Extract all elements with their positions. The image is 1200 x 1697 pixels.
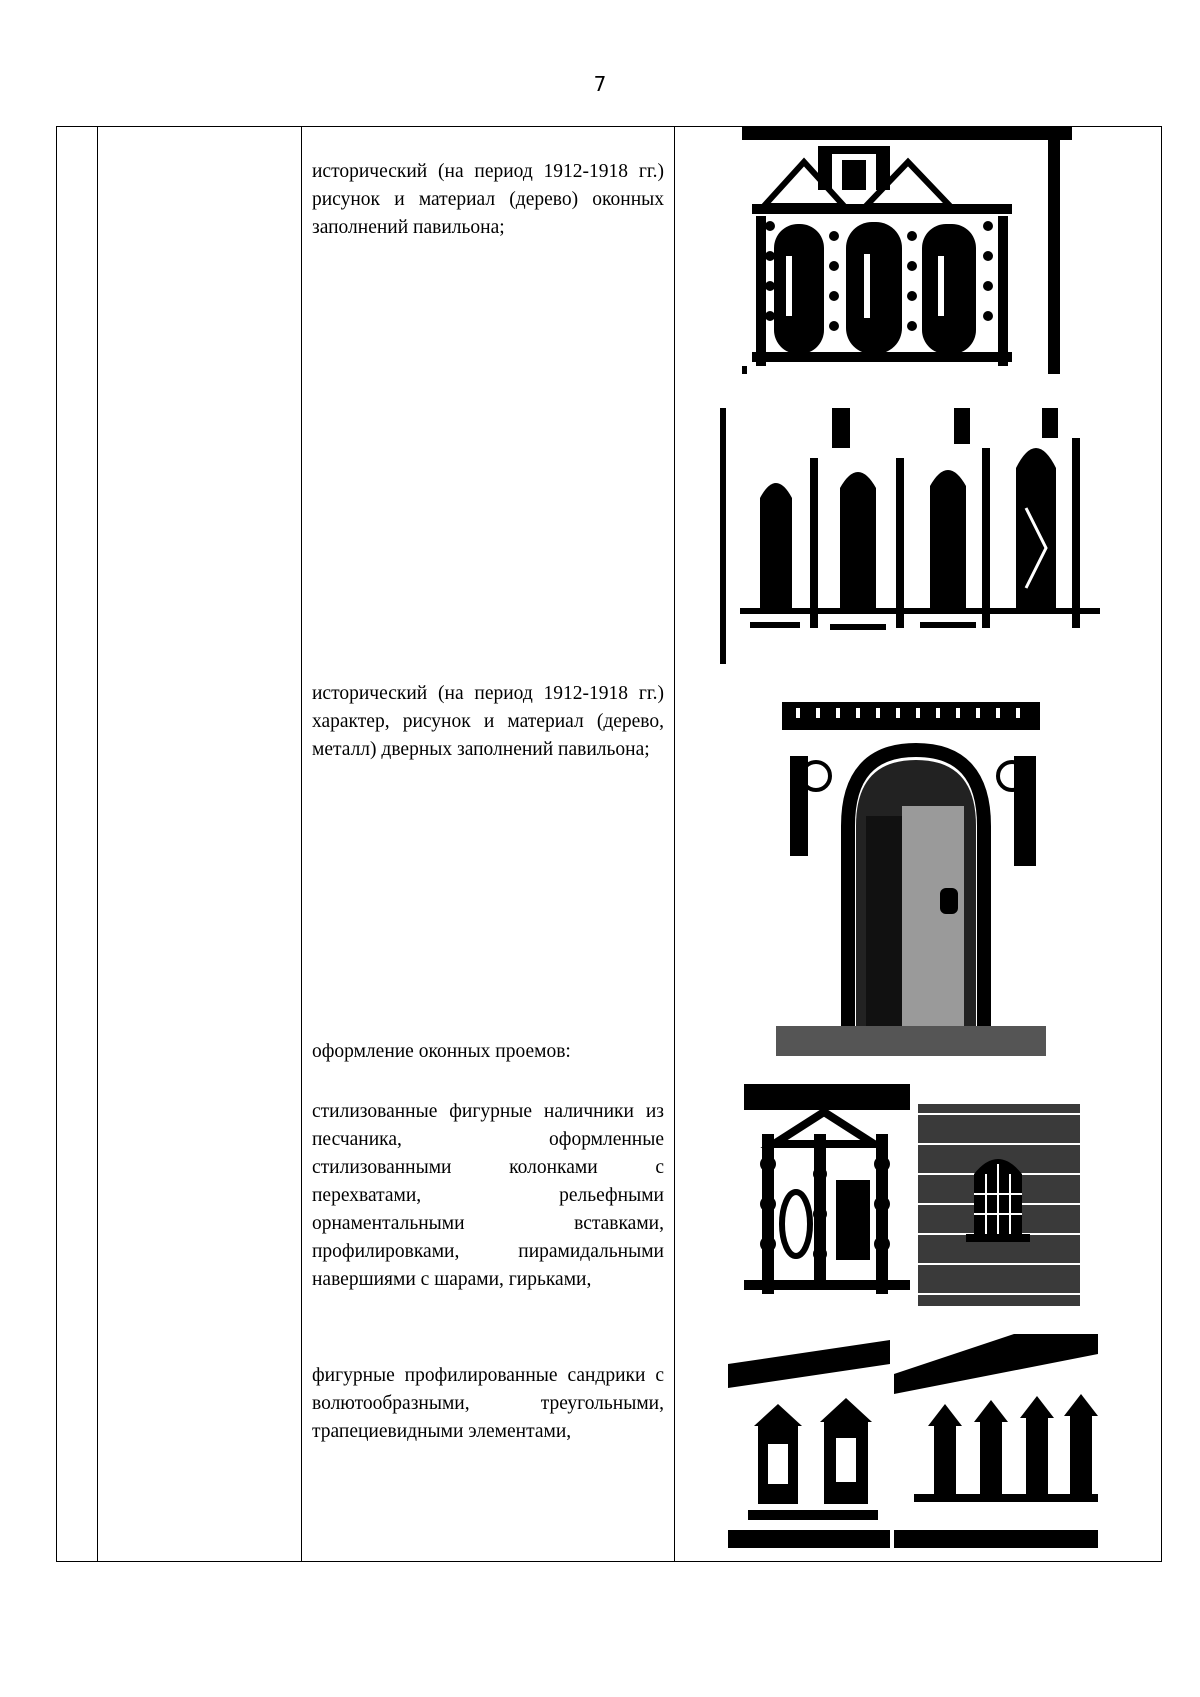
photo-platband-closeup xyxy=(744,1084,910,1306)
photo-window-row xyxy=(720,408,1110,664)
page-number: 7 xyxy=(593,72,607,96)
photo-sandriks-left xyxy=(728,1334,890,1548)
photo-window-fillings-facade xyxy=(742,126,1072,374)
text-window-openings-heading: оформление оконных проемов: xyxy=(312,1041,571,1062)
photo-window-brick-wall xyxy=(918,1084,1080,1306)
column-divider-2 xyxy=(301,127,302,1561)
text-window-fillings: исторический (на период 1912-1918 гг.) рисунок и материал (дерево) оконных заполнений павильона; xyxy=(312,161,664,238)
photo-sandriks-right xyxy=(894,1334,1098,1548)
text-figured-platbands: стилизованные фигурные наличники из песчаника, оформленные стилизованными колонками с перехватами, рельефными орнаментальными вставками, профилировками, пирамидальными навершиями с шарами, гирьками, xyxy=(312,1101,664,1290)
text-door-fillings: исторический (на период 1912-1918 гг.) характер, рисунок и материал (дерево, металл) дверных заполнений павильона; xyxy=(312,683,664,760)
column-divider-1 xyxy=(97,127,98,1561)
column-divider-3 xyxy=(674,127,675,1561)
photo-door-portal xyxy=(776,696,1046,1056)
text-profiled-sandriks: фигурные профилированные сандрики с волютообразными, треугольными, трапециевидными элементами, xyxy=(312,1365,664,1442)
